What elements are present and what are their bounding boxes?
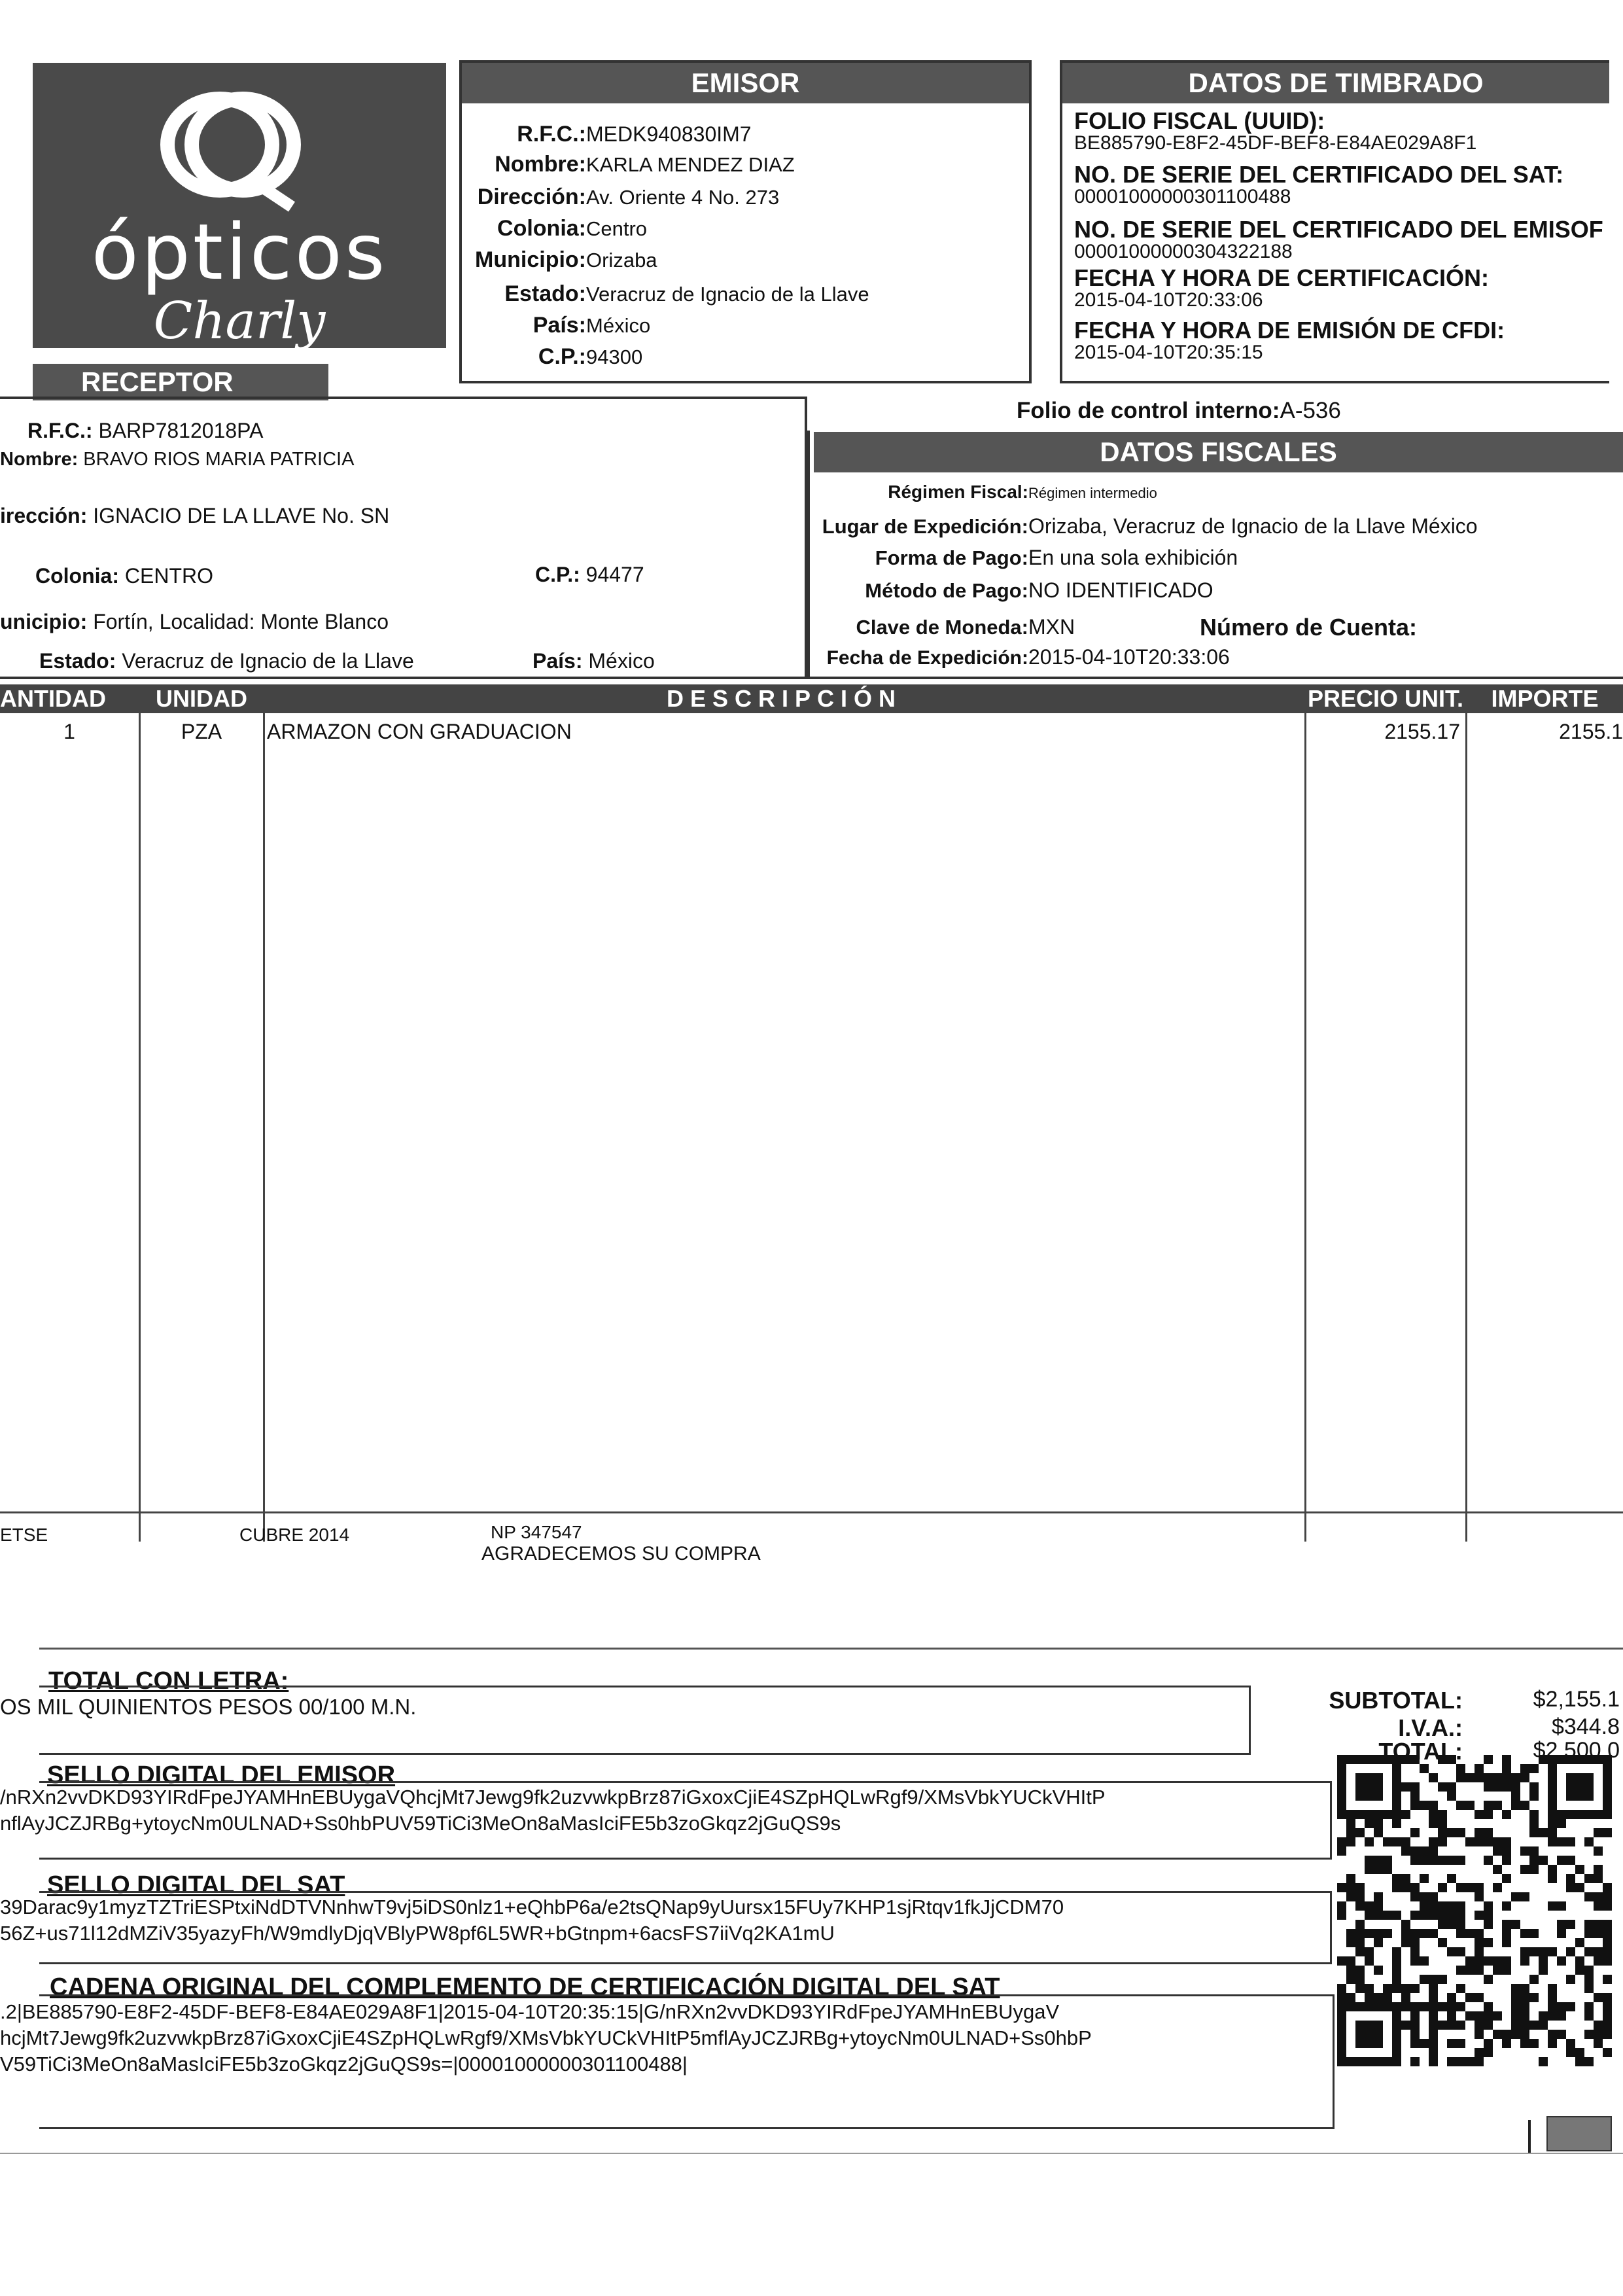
fiscal-field bbox=[807, 514, 1478, 539]
emisor-field-value: Orizaba bbox=[586, 249, 657, 272]
emisor-field-value: MEDK940830IM7 bbox=[586, 122, 752, 146]
emisor-field bbox=[455, 185, 779, 210]
digital-line: V59TiCi3MeOn8aMasIciFE5b3zoGkqz2jGuQS9s=|00001000000301100488| bbox=[0, 2053, 688, 2075]
receptor-municipio-value: Fortín, Localidad: Monte Blanco bbox=[93, 610, 389, 633]
receptor-rfc bbox=[27, 419, 263, 443]
note-left: ETSE bbox=[0, 1525, 48, 1545]
cell-descripcion: ARMAZON CON GRADUACION bbox=[267, 720, 572, 743]
timbrado-field-label: FECHA Y HORA DE CERTIFICACIÓN: bbox=[1074, 264, 1490, 291]
emisor-field-value: 94300 bbox=[586, 345, 643, 368]
company-logo bbox=[33, 63, 446, 351]
receptor-colonia-label: Colonia: bbox=[35, 564, 119, 588]
fiscal-field-value: Régimen intermedio bbox=[1028, 485, 1157, 501]
receptor-estado bbox=[39, 649, 414, 673]
receptor-rfc-label: R.F.C.: bbox=[27, 419, 93, 442]
fiscal-field-value: NO IDENTIFICADO bbox=[1028, 578, 1213, 602]
col-divider bbox=[1304, 713, 1306, 1542]
emisor-field bbox=[455, 281, 869, 307]
receptor-direccion-label: irección: bbox=[0, 504, 88, 527]
total-value: $2,155.1 bbox=[1533, 1687, 1620, 1712]
header-importe: IMPORTE bbox=[1491, 685, 1599, 712]
col-divider bbox=[263, 713, 265, 1542]
note-np: NP 347547 bbox=[491, 1522, 582, 1542]
timbrado-field-value: BE885790-E8F2-45DF-BEF8-E84AE029A8F1 bbox=[1074, 132, 1477, 154]
fiscal-field-value: 2015-04-10T20:33:06 bbox=[1028, 645, 1230, 669]
fiscal-field bbox=[807, 482, 1157, 503]
emisor-field-label: Estado: bbox=[504, 281, 586, 306]
receptor-municipio-label: unicipio: bbox=[0, 610, 88, 633]
emisor-field-label: Dirección: bbox=[477, 185, 586, 209]
emisor-field-label: Colonia: bbox=[497, 216, 586, 241]
digital-line: .2|BE885790-E8F2-45DF-BEF8-E84AE029A8F1|2015-04-10T20:35:15|G/nRXn2vvDKD93YIRdFpeJYAMHnEBUygaV bbox=[0, 2000, 1060, 2023]
fiscal-field-label: Régimen Fiscal: bbox=[888, 482, 1028, 502]
table-bottom-line bbox=[0, 1511, 1623, 1513]
cfd-seal-icon bbox=[1546, 2116, 1612, 2151]
fiscal-field bbox=[807, 645, 1230, 669]
receptor-cp-label: C.P.: bbox=[535, 563, 580, 586]
timbrado-field-value: 00001000000304322188 bbox=[1074, 241, 1293, 262]
fiscal-field-value: MXN bbox=[1028, 615, 1075, 639]
digital-line: /nRXn2vvDKD93YIRdFpeJYAMHnEBUygaVQhcjMt7Jewg9fk2uzvwkpBrz87iGxoxCjiE4SZpHQLwRgf9/XMsVbkYUCkVHItP bbox=[0, 1786, 1106, 1809]
receptor-nombre bbox=[0, 449, 354, 470]
qr-finder bbox=[1355, 2021, 1383, 2048]
fiscal-field bbox=[807, 615, 1075, 639]
items-table bbox=[0, 684, 1623, 1513]
receptor-title: RECEPTOR bbox=[33, 364, 328, 400]
qr-code bbox=[1337, 1755, 1612, 2072]
receptor-nombre-label: Nombre: bbox=[0, 449, 79, 470]
fiscales-title: DATOS FISCALES bbox=[814, 432, 1623, 472]
fiscal-field-label: Lugar de Expedición: bbox=[822, 515, 1028, 538]
qr-finder bbox=[1355, 1773, 1383, 1801]
page-bottom-line bbox=[0, 2153, 1623, 2154]
digital-line: 56Z+us71l12dMZiV35yazyFh/W9mdlyDjqVBlyPW8pf6L5WR+bGtnpm+6acsFS7iiVq2KA1mU bbox=[0, 1922, 835, 1945]
total-label: I.V.A.: bbox=[1398, 1714, 1463, 1741]
emisor-field bbox=[455, 122, 752, 147]
timbrado-field-label: FOLIO FISCAL (UUID): bbox=[1074, 107, 1325, 134]
total-letra-value: OS MIL QUINIENTOS PESOS 00/100 M.N. bbox=[0, 1695, 417, 1719]
digital-line: hcjMt7Jewg9fk2uzvwkpBrz87iGxoxCjiE4SZpHQLwRgf9/XMsVbkYUCkVHItP5mflAyJCZJRBg+ytoycNm0ULNAD+Ss0hbP bbox=[0, 2026, 1092, 2049]
fiscal-field bbox=[807, 546, 1238, 570]
emisor-field bbox=[455, 313, 650, 338]
fiscal-field-value: En una sola exhibición bbox=[1028, 546, 1238, 569]
table-row bbox=[0, 720, 1623, 749]
folio-control bbox=[1017, 398, 1341, 424]
col-divider bbox=[139, 713, 141, 1542]
receptor-pais-value: México bbox=[588, 649, 655, 673]
sello-emisor-title: SELLO DIGITAL DEL EMISOR bbox=[47, 1761, 396, 1789]
total-value: $344.8 bbox=[1552, 1714, 1620, 1739]
qr-finder bbox=[1566, 1773, 1594, 1801]
emisor-field-value: KARLA MENDEZ DIAZ bbox=[586, 153, 795, 176]
timbrado-field-label: NO. DE SERIE DEL CERTIFICADO DEL SAT: bbox=[1074, 161, 1564, 188]
note-thanks: AGRADECEMOS SU COMPRA bbox=[481, 1543, 761, 1564]
receptor-direccion bbox=[0, 504, 389, 528]
receptor-estado-label: Estado: bbox=[39, 649, 116, 673]
sello-sat-title: SELLO DIGITAL DEL SAT bbox=[47, 1871, 345, 1899]
timbrado-field-label: NO. DE SERIE DEL CERTIFICADO DEL EMISOF bbox=[1074, 216, 1603, 243]
receptor-direccion-value: IGNACIO DE LA LLAVE No. SN bbox=[93, 504, 390, 527]
folio-control-label: Folio de control interno: bbox=[1017, 398, 1280, 423]
logo-wordmark: ópticos bbox=[91, 207, 388, 297]
note-middle: CUBRE 2014 bbox=[239, 1525, 350, 1545]
total-value: $2,500.0 bbox=[1533, 1738, 1620, 1763]
total-label: SUBTOTAL: bbox=[1329, 1687, 1463, 1714]
emisor-field-label: R.F.C.: bbox=[517, 122, 586, 147]
timbrado-field-label: FECHA Y HORA DE EMISIÓN DE CFDI: bbox=[1074, 317, 1505, 344]
total-letra-title: TOTAL CON LETRA: bbox=[48, 1667, 289, 1695]
cell-importe: 2155.1 bbox=[1559, 720, 1623, 743]
emisor-field-value: Av. Oriente 4 No. 273 bbox=[586, 186, 780, 209]
col-divider bbox=[1465, 713, 1467, 1542]
emisor-field bbox=[455, 247, 657, 273]
folio-control-value: A-536 bbox=[1280, 398, 1341, 423]
header-precio: PRECIO UNIT. bbox=[1307, 685, 1464, 712]
header-unidad: UNIDAD bbox=[156, 685, 247, 712]
cell-unidad: PZA bbox=[181, 720, 222, 743]
cadena-title: CADENA ORIGINAL DEL COMPLEMENTO DE CERTIFICACIÓN DIGITAL DEL SAT bbox=[50, 1973, 1000, 2001]
emisor-field bbox=[455, 344, 642, 370]
logo-mark-icon bbox=[154, 82, 305, 213]
emisor-title: EMISOR bbox=[462, 63, 1029, 103]
fiscal-field-label: Forma de Pago: bbox=[875, 546, 1028, 569]
emisor-field-value: Centro bbox=[586, 217, 648, 240]
receptor-estado-value: Veracruz de Ignacio de la Llave bbox=[122, 649, 414, 673]
header-cantidad: ANTIDAD bbox=[0, 685, 106, 712]
digital-line: nflAyJCZJRBg+ytoycNm0ULNAD+Ss0hbPUV59TiCi3MeOn8aMasIciFE5b3zoGkqz2jGuQS9s bbox=[0, 1812, 841, 1835]
separator-line bbox=[39, 1648, 1623, 1650]
digital-line: 39Darac9y1myzTZTriESPtxiNdDTVNnhwT9vj5iDS0nlz1+eQhbP6a/e2tsQNap9yUursx15FUy7KHP1sjRtqv1fkJjCDM70 bbox=[0, 1896, 1064, 1918]
receptor-pais-label: País: bbox=[532, 649, 583, 673]
emisor-field-value: México bbox=[586, 314, 651, 337]
fiscal-field-value: Orizaba, Veracruz de Ignacio de la Llave México bbox=[1028, 514, 1478, 538]
cell-cantidad: 1 bbox=[63, 720, 75, 743]
cuenta-label: Número de Cuenta: bbox=[1200, 614, 1418, 641]
receptor-cp bbox=[535, 563, 644, 587]
emisor-field bbox=[455, 216, 647, 241]
bottom-divider bbox=[1528, 2120, 1531, 2153]
receptor-nombre-value: BRAVO RIOS MARIA PATRICIA bbox=[83, 449, 355, 470]
emisor-field-label: Municipio: bbox=[475, 247, 586, 272]
receptor-colonia-value: CENTRO bbox=[124, 564, 213, 588]
header-descripcion: DESCRIPCIÓN bbox=[666, 685, 903, 712]
fiscal-field bbox=[807, 578, 1213, 603]
receptor-rfc-value: BARP7812018PA bbox=[98, 419, 264, 442]
receptor-pais bbox=[532, 649, 655, 673]
timbrado-title: DATOS DE TIMBRADO bbox=[1062, 63, 1609, 103]
emisor-field-label: País: bbox=[532, 313, 586, 338]
logo-script: Charly bbox=[153, 292, 326, 351]
total-label: TOTAL: bbox=[1378, 1738, 1463, 1765]
timbrado-field-value: 2015-04-10T20:35:15 bbox=[1074, 342, 1263, 363]
emisor-field-label: Nombre: bbox=[495, 152, 586, 177]
emisor-field-label: C.P.: bbox=[538, 344, 586, 369]
receptor-colonia bbox=[35, 564, 213, 588]
fiscal-field-label: Fecha de Expedición: bbox=[826, 647, 1028, 669]
timbrado-field-value: 00001000000301100488 bbox=[1074, 186, 1291, 207]
receptor-cp-value: 94477 bbox=[585, 563, 644, 586]
receptor-municipio bbox=[0, 610, 389, 634]
cell-precio: 2155.17 bbox=[1384, 720, 1460, 743]
timbrado-field-value: 2015-04-10T20:33:06 bbox=[1074, 289, 1263, 311]
emisor-field bbox=[455, 152, 795, 177]
emisor-field-value: Veracruz de Ignacio de la Llave bbox=[586, 283, 869, 306]
fiscal-field-label: Método de Pago: bbox=[865, 579, 1028, 602]
fiscal-field-label: Clave de Moneda: bbox=[856, 616, 1028, 639]
